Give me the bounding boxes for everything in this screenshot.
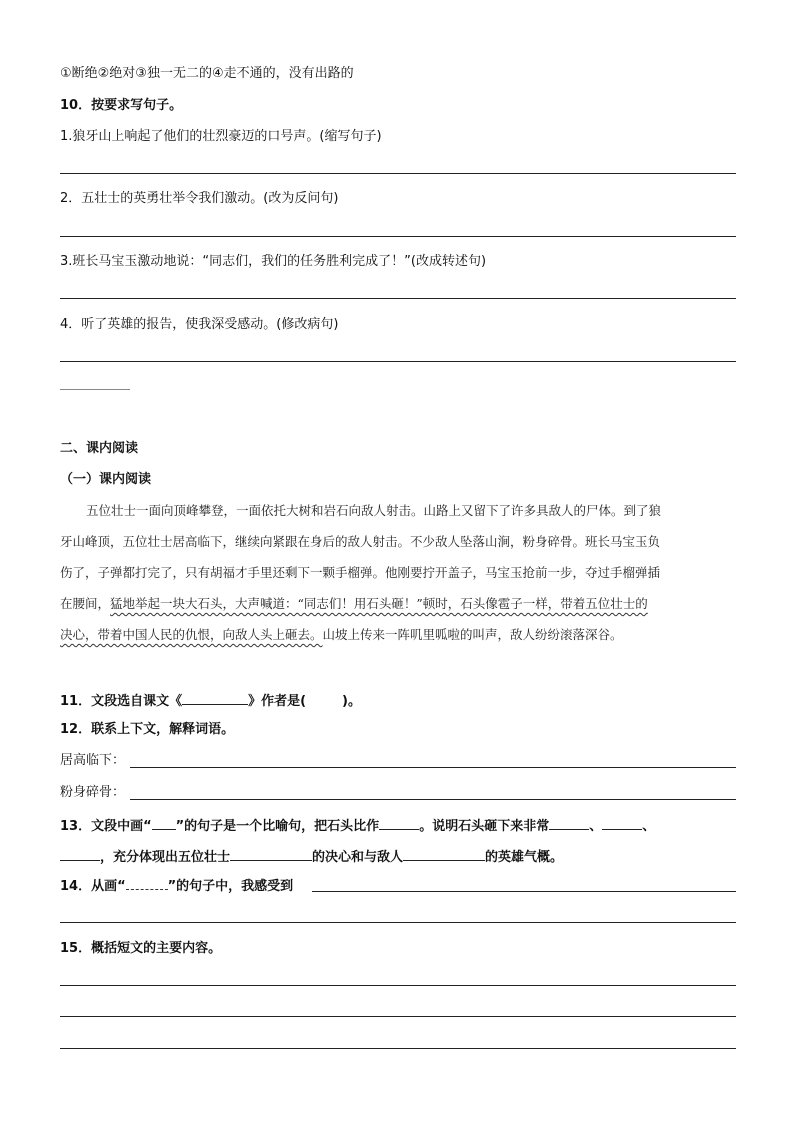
blank-lesson-title[interactable] [182, 690, 248, 705]
answer-line-q12-1[interactable] [130, 767, 736, 768]
q14-text-a: 14．从画“ [60, 879, 126, 894]
q13-text-d: 、 [589, 819, 603, 834]
q15-title: 15．概括短文的主要内容。 [60, 941, 222, 956]
answer-line-q15-3[interactable] [60, 1048, 736, 1049]
q13-text-f: ，充分体现出五位壮士 [100, 850, 231, 865]
q13-text-c: 。说明石头砸下来非常 [419, 819, 550, 834]
subsection-title: （一）课内阅读 [60, 472, 152, 487]
q13-text-b: ”的句子是一个比喻句，把石头比作 [175, 819, 380, 834]
q10-item-4: 4．听了英雄的报告，使我深受感动。(修改病句) [60, 317, 339, 332]
answer-line-q15-1[interactable] [60, 985, 736, 986]
dotted-underline-sample [126, 877, 168, 890]
q11-text-b: 》作者是( [248, 694, 307, 709]
passage-line-4-plain: 在腰间， [60, 596, 111, 611]
passage-line-4 [60, 595, 648, 613]
q12-word-1: 居高临下： [60, 753, 126, 768]
passage-line-3: 伤了，子弹都打完了，只有胡福才手里还剩下一颗手榴弹。他刚要拧开盖子，马宝玉抢前一步，夺过手榴弹插 [60, 565, 661, 580]
q12-word-2: 粉身碎骨： [60, 785, 126, 800]
answer-line-q10-3[interactable] [60, 298, 736, 299]
passage-line-1: 五位壮士一面向顶峰攀登，一面依托大树和岩石向敌人射击。山路上又留下了许多具敌人的尸体。到了狼 [86, 503, 662, 518]
q13-line-1 [60, 815, 655, 836]
passage-line-2: 牙山峰顶，五位壮士居高临下，继续向紧跟在身后的敌人射击。不少敌人坠落山涧，粉身碎骨。班长马宝玉负 [60, 534, 661, 549]
q13-line-2 [60, 846, 563, 867]
wavy-underlined-sentence-part2: 决心，带着中国人民的仇恨，向敌人头上砸去。 [60, 627, 323, 642]
answer-line-q12-2[interactable] [130, 799, 736, 800]
q14-text-b: ”的句子中，我感受到 [167, 879, 294, 894]
answer-line-q14-inline[interactable] [312, 891, 736, 892]
wavy-underlined-sentence-part1: 猛地举起一块大石头，大声喊道：“同志们！用石头砸！”顿时，石头像雹子一样，带着五位壮士的 [110, 596, 648, 611]
answer-line-q10-4[interactable] [60, 361, 736, 362]
blank-compare-to[interactable] [379, 815, 419, 830]
q13-text-a: 13．文段中画“ [60, 819, 152, 834]
q12-title: 12．联系上下文，解释词语。 [60, 722, 235, 737]
q11 [60, 690, 361, 711]
blank-resolve[interactable] [230, 846, 312, 861]
divider-short [60, 389, 130, 390]
option-list: ①断绝②绝对③独一无二的④走不通的，没有出路的 [60, 66, 354, 81]
q13-text-e: 、 [642, 819, 656, 834]
q10-item-3: 3.班长马宝玉激动地说：“同志们，我们的任务胜利完成了！”(改成转述句) [60, 254, 487, 269]
blank-adj-1[interactable] [549, 815, 589, 830]
answer-line-q14-2[interactable] [60, 922, 736, 923]
blank-underline-sample [152, 815, 176, 830]
section-title: 二、课内阅读 [60, 441, 139, 456]
blank-adj-2[interactable] [602, 815, 642, 830]
answer-line-q10-1[interactable] [60, 173, 736, 174]
passage-line-5-plain: 山坡上传来一阵叽里呱啦的叫声，敌人纷纷滚落深谷。 [322, 627, 623, 642]
q11-text-a: 11．文段选自课文《 [60, 694, 183, 709]
q10-title: 10．按要求写句子。 [60, 98, 183, 113]
q14 [60, 877, 293, 896]
q10-item-2: 2．五壮士的英勇壮举令我们激动。(改为反问句) [60, 191, 339, 206]
answer-line-q10-2[interactable] [60, 236, 736, 237]
blank-adj-3[interactable] [60, 846, 100, 861]
answer-line-q15-2[interactable] [60, 1016, 736, 1017]
passage-line-5 [60, 626, 623, 644]
q13-text-h: 的英雄气概。 [485, 850, 564, 865]
q11-text-c: )。 [342, 694, 361, 709]
q10-item-1: 1.狼牙山上响起了他们的壮烈豪迈的口号声。(缩写句子) [60, 129, 382, 144]
q13-text-g: 的决心和与敌人 [312, 850, 404, 865]
blank-heroic[interactable] [403, 846, 485, 861]
